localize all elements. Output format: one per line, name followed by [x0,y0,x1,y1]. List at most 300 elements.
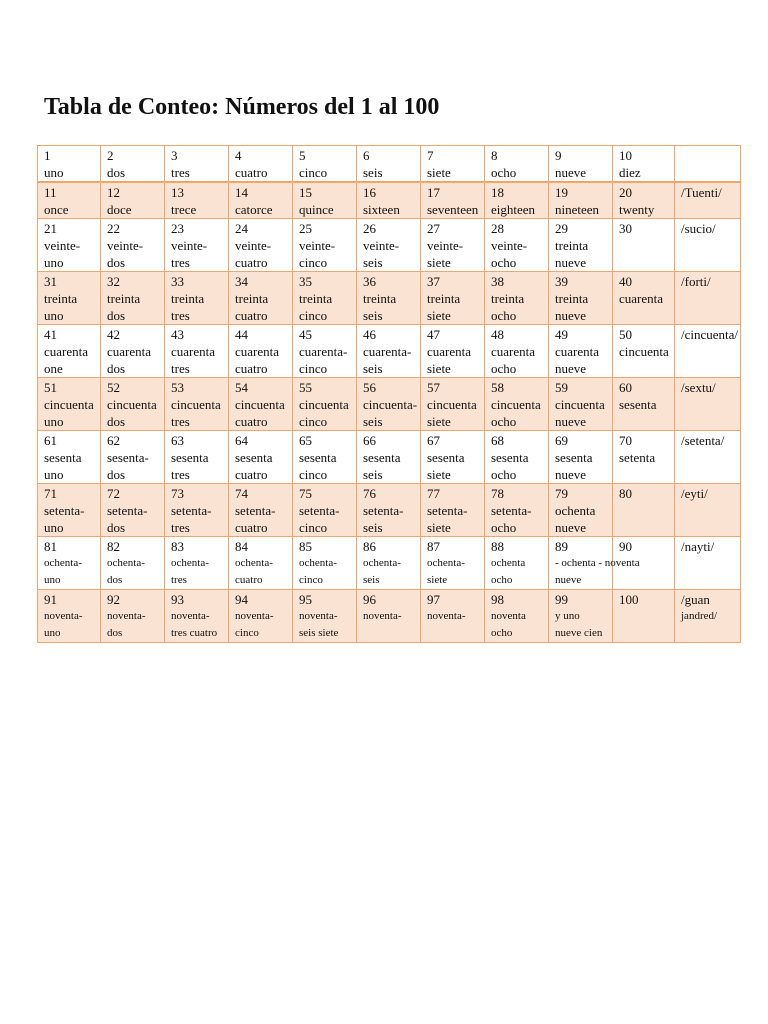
word-label: ocho [491,520,517,535]
word-label: ochenta- [427,557,465,569]
word-label: ochenta- [299,557,337,569]
word-label: treinta [107,291,141,306]
word-label: siete [427,520,451,535]
number-label: /sextu/ [681,380,716,395]
word-label: setenta- [171,503,212,518]
word-label: veinte- [107,238,144,253]
number-label: 89 [555,539,568,554]
table-cell [229,182,293,219]
table-cell [549,484,613,537]
table-cell [549,325,613,378]
word-label: sesenta [555,450,593,465]
table-cell [165,431,229,484]
table-cell [549,146,613,183]
number-label: 54 [235,380,248,395]
table-cell [165,146,229,183]
number-label: 20 [619,185,632,200]
word-label: dos [107,574,123,586]
number-label: 57 [427,380,440,395]
number-label: 64 [235,433,248,448]
number-label: 13 [171,185,184,200]
table-cell [613,378,675,431]
number-label: 29 [555,221,568,236]
word-label: veinte- [171,238,208,253]
table-cell [675,590,741,643]
table-cell [357,484,421,537]
table-cell [675,219,741,272]
table-cell [38,378,101,431]
word-label: treinta [299,291,333,306]
table-cell [549,219,613,272]
word-label: sesenta [427,450,465,465]
word-label: veinte- [235,238,272,253]
table-cell [549,431,613,484]
word-label: sesenta [171,450,209,465]
number-label: 21 [44,221,57,236]
word-label: noventa- [44,610,83,622]
number-label: 47 [427,327,440,342]
number-label: 17 [427,185,440,200]
word-label: veinte- [363,238,400,253]
table-cell [38,219,101,272]
counting-table [37,145,741,643]
table-cell [485,182,549,219]
word-label: sixteen [363,202,400,217]
table-cell [421,325,485,378]
table-cell [293,219,357,272]
word-label: sesenta [491,450,529,465]
word-label: seis [363,361,383,376]
word-label: ochenta- [363,557,401,569]
table-cell [357,537,421,590]
word-label: cincuenta [44,397,94,412]
number-label: 92 [107,592,120,607]
word-label: setenta- [107,503,148,518]
number-label: 66 [363,433,376,448]
table-cell [421,590,485,643]
table-cell [549,182,613,219]
number-label: 34 [235,274,248,289]
word-label: uno [44,308,64,323]
word-label: seis [363,165,383,180]
number-label: /eyti/ [681,486,708,501]
word-label: uno [44,414,64,429]
word-label: seis [363,414,383,429]
table-cell [38,272,101,325]
word-label: cincuenta [299,397,349,412]
word-label: cincuenta [107,397,157,412]
table-cell [38,484,101,537]
word-label: cinco [299,467,328,482]
number-label: 2 [107,148,114,163]
table-cell [675,431,741,484]
table-cell [421,219,485,272]
number-label: 56 [363,380,376,395]
number-label: 24 [235,221,248,236]
table-cell [293,537,357,590]
table-cell [485,537,549,590]
table-cell [421,431,485,484]
word-label: tres [171,308,190,323]
table-row [38,325,741,378]
table-row [38,219,741,272]
word-label: twenty [619,202,655,217]
number-label: 59 [555,380,568,395]
number-label: 90 [619,539,632,554]
word-label: tres [171,361,190,376]
word-label: jandred/ [681,610,718,622]
table-cell [165,484,229,537]
word-label: dos [107,414,126,429]
table-cell [421,182,485,219]
word-label: cincuenta [491,397,541,412]
number-label: 35 [299,274,312,289]
table-cell [38,325,101,378]
number-label: 51 [44,380,57,395]
table-cell [675,484,741,537]
number-label: /nayti/ [681,539,715,554]
number-label: 61 [44,433,57,448]
number-label: 69 [555,433,568,448]
word-label: siete [427,255,451,270]
number-label: 86 [363,539,376,554]
table-cell [229,537,293,590]
word-label: tres [171,574,187,586]
number-label: 88 [491,539,504,554]
word-label: nueve [555,308,587,323]
number-label: /Tuenti/ [681,185,722,200]
table-cell [549,272,613,325]
word-label: trece [171,202,197,217]
number-label: 83 [171,539,184,554]
number-label: 87 [427,539,440,554]
word-label: siete [427,361,451,376]
number-label: 9 [555,148,562,163]
table-cell [613,182,675,219]
number-label: 46 [363,327,376,342]
number-label: 72 [107,486,120,501]
word-label: siete [427,414,451,429]
number-label: 97 [427,592,440,607]
word-label: cuatro [235,574,263,586]
number-label: 7 [427,148,434,163]
number-label: 22 [107,221,120,236]
word-label: dos [107,627,123,639]
table-cell [613,484,675,537]
number-label: 77 [427,486,440,501]
table-cell [229,325,293,378]
table-cell [485,484,549,537]
word-label: veinte- [427,238,464,253]
number-label: 37 [427,274,440,289]
word-label: cinco [235,627,259,639]
word-label: ochenta- [44,557,82,569]
number-label: 75 [299,486,312,501]
table-cell [613,325,675,378]
table-cell [485,590,549,643]
word-label: noventa [491,610,526,622]
word-label: noventa- [363,610,402,622]
word-label: ocho [491,414,517,429]
word-label: treinta [491,291,525,306]
table-cell [421,484,485,537]
table-row [38,182,741,219]
number-label: 63 [171,433,184,448]
table-row [38,378,741,431]
word-label: cuatro [235,361,268,376]
word-label: siete [427,574,448,586]
number-label: 1 [44,148,51,163]
number-label: 15 [299,185,312,200]
number-label: 3 [171,148,178,163]
number-label: 71 [44,486,57,501]
word-label: setenta [619,450,656,465]
word-label: tres cuatro [171,627,218,639]
word-label: treinta [427,291,461,306]
number-label: 25 [299,221,312,236]
word-label: treinta [44,291,78,306]
table-cell [293,272,357,325]
word-label: one [44,361,63,376]
word-label: tres [171,255,190,270]
word-label: veinte- [44,238,81,253]
table-cell [613,146,675,183]
word-label: ocho [491,361,517,376]
number-label: 14 [235,185,248,200]
table-cell [293,182,357,219]
number-label: 49 [555,327,568,342]
word-label: seis [363,308,383,323]
number-label: 11 [44,185,57,200]
word-label: cuarenta [427,344,472,359]
word-label: ocho [491,255,517,270]
word-label: cinco [299,255,328,270]
word-label: setenta- [44,503,85,518]
number-label: 82 [107,539,120,554]
table-cell [38,590,101,643]
word-label: catorce [235,202,273,217]
table-cell [421,537,485,590]
word-label: nueve [555,414,587,429]
word-label: treinta [555,238,589,253]
table-cell [421,146,485,183]
table-row [38,272,741,325]
page-title: Tabla de Conteo: Números del 1 al 100 [44,94,440,120]
word-label: ocho [491,467,517,482]
word-label: setenta- [491,503,532,518]
table-cell [229,484,293,537]
table-cell [165,590,229,643]
number-label: 5 [299,148,306,163]
word-label: ochenta- [171,557,209,569]
table-cell [165,272,229,325]
word-label: noventa- [427,610,466,622]
word-label: cinco [299,520,328,535]
word-label: cincuenta [235,397,285,412]
table-cell [38,182,101,219]
table-cell [38,537,101,590]
word-label: cuarenta- [299,344,348,359]
number-label: /cincuenta/ [681,327,739,342]
word-label: siete [427,467,451,482]
word-label: nueve [555,255,587,270]
table-cell [165,378,229,431]
word-label: nueve [555,165,587,180]
number-label: 26 [363,221,376,236]
word-label: ocho [491,627,513,639]
number-label: 67 [427,433,440,448]
number-label: 27 [427,221,440,236]
word-label: cincuenta [555,397,605,412]
word-label: treinta [171,291,205,306]
word-label: siete [427,165,451,180]
word-label: cinco [299,574,323,586]
word-label: cincuenta [427,397,477,412]
number-label: 44 [235,327,248,342]
word-label: tres [171,165,190,180]
word-label: setenta- [363,503,404,518]
word-label: tres [171,414,190,429]
table-cell [675,325,741,378]
word-label: ocho [491,574,513,586]
table-row [38,537,741,590]
number-label: 31 [44,274,57,289]
word-label: seis [363,255,383,270]
table-cell [613,219,675,272]
word-label: cinco [299,414,328,429]
word-label: sesenta [363,450,401,465]
table-cell [675,378,741,431]
number-label: 84 [235,539,248,554]
number-label: 99 [555,592,568,607]
number-label: 32 [107,274,120,289]
word-label: dos [107,520,126,535]
word-label: dos [107,361,126,376]
table-cell [357,219,421,272]
number-label: 8 [491,148,498,163]
word-label: cuarenta [619,291,664,306]
number-label: 96 [363,592,376,607]
word-label: setenta- [235,503,276,518]
number-label: 33 [171,274,184,289]
table-row [38,431,741,484]
word-label: nueve cien [555,627,603,639]
number-label: 62 [107,433,120,448]
word-label: cinco [299,308,328,323]
table-cell [357,431,421,484]
word-label: uno [44,520,64,535]
table-cell [38,146,101,183]
table-cell [293,146,357,183]
table-cell [229,146,293,183]
number-label: 41 [44,327,57,342]
word-label: siete [427,308,451,323]
number-label: 4 [235,148,242,163]
word-label: ochenta- [235,557,273,569]
word-label: noventa- [107,610,146,622]
table-cell [357,325,421,378]
word-label: dos [107,165,126,180]
table-cell [293,378,357,431]
table-cell [549,590,613,643]
word-label: ocho [491,308,517,323]
word-label: cinco [299,165,328,180]
word-label: nueve [555,467,587,482]
table-cell [549,378,613,431]
number-label: 53 [171,380,184,395]
table-cell [165,325,229,378]
table-cell [38,431,101,484]
table-cell [485,272,549,325]
table-cell [613,431,675,484]
table-cell [421,378,485,431]
table-cell [675,537,741,590]
word-label: dos [107,255,126,270]
number-label: 19 [555,185,568,200]
number-label: 93 [171,592,184,607]
word-label: doce [107,202,132,217]
table-cell [357,182,421,219]
word-label: cuarenta [44,344,89,359]
table-row [38,146,741,183]
number-label: 30 [619,221,632,236]
word-label: ocho [491,165,517,180]
word-label: once [44,202,69,217]
word-label: ochenta- [107,557,145,569]
table-cell [357,590,421,643]
word-label: sesenta- [107,450,149,465]
table-cell [293,431,357,484]
word-label: cuatro [235,467,268,482]
table-cell [165,219,229,272]
number-label: 43 [171,327,184,342]
word-label: cuatro [235,165,268,180]
word-label: cinco [299,361,328,376]
word-label: cuarenta [171,344,216,359]
table-cell [101,146,165,183]
number-label: 80 [619,486,632,501]
table-cell [293,484,357,537]
word-label: noventa- [235,610,274,622]
number-label: 76 [363,486,376,501]
table-cell [229,431,293,484]
word-label: - ochenta - noventa [555,557,640,569]
table-cell [357,378,421,431]
number-label: 40 [619,274,632,289]
number-label: 81 [44,539,57,554]
number-label: 28 [491,221,504,236]
word-label: sesenta [44,450,82,465]
table-cell [101,431,165,484]
number-label: 68 [491,433,504,448]
word-label: dos [107,467,126,482]
word-label: y uno [555,610,580,622]
number-label: 38 [491,274,504,289]
number-label: 55 [299,380,312,395]
table-cell [101,484,165,537]
number-label: 60 [619,380,632,395]
word-label: uno [44,165,64,180]
table-cell [101,219,165,272]
word-label: ochenta [491,557,526,569]
number-label: 65 [299,433,312,448]
word-label: nueve [555,574,582,586]
table-cell [357,272,421,325]
word-label: ochenta [555,503,596,518]
word-label: cuatro [235,308,268,323]
word-label: dos [107,308,126,323]
word-label: veinte- [299,238,336,253]
